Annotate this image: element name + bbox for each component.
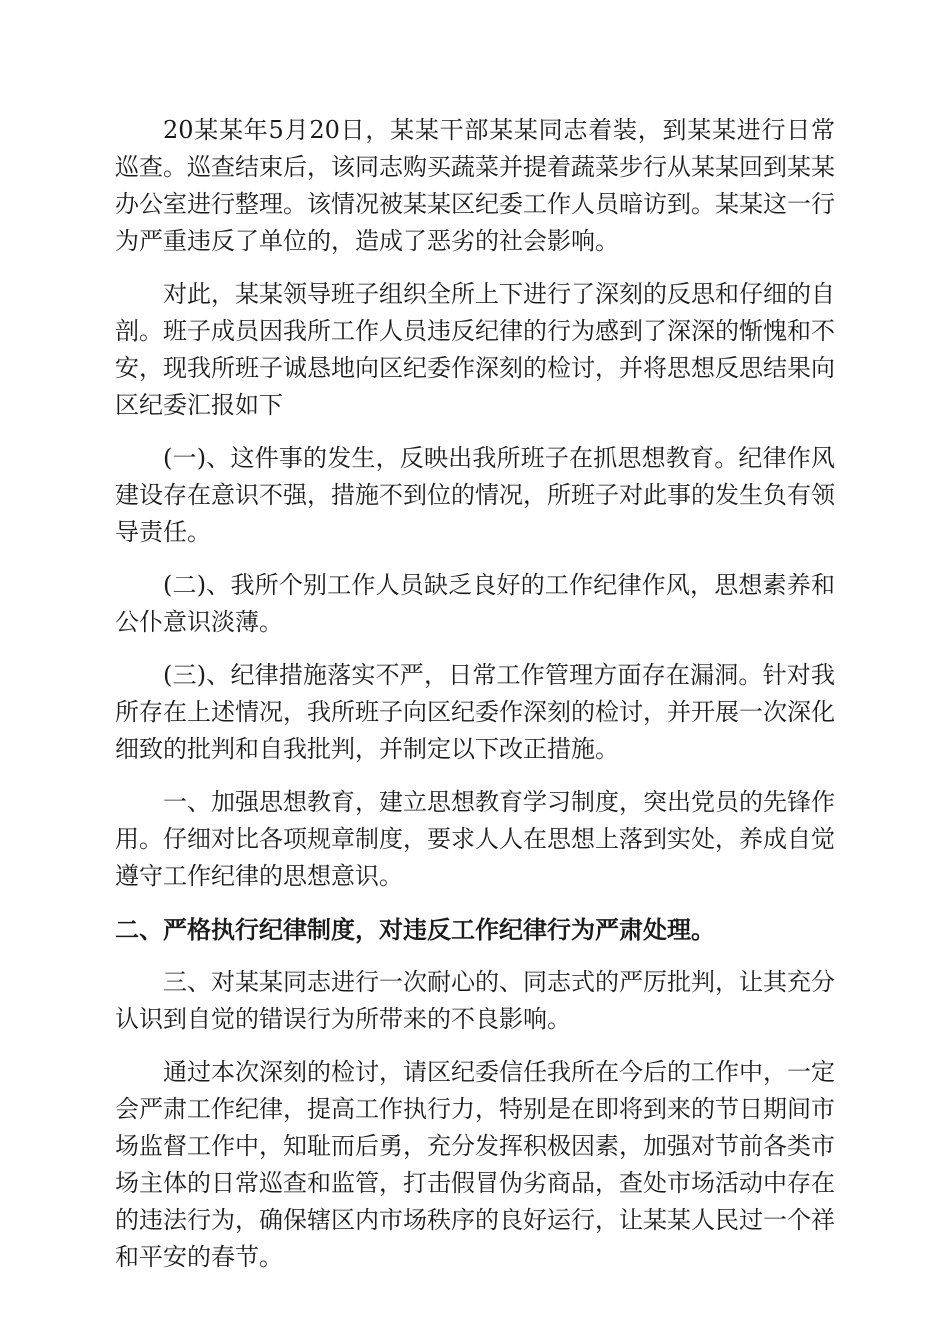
paragraph-incident: 20某某年5月20日，某某干部某某同志着装，到某某进行日常巡查。巡查结束后，该同志购买蔬菜并提着蔬菜步行从某某回到某某办公室进行整理。该情况被某某区纪委工作人员暗访到。某某这一行为严重违反了单位的，造成了恶劣的社会影响。 xyxy=(115,116,835,255)
paragraph-measure-2: 二、严格执行纪律制度，对违反工作纪律行为严肃处理。 xyxy=(115,915,715,944)
paragraph-measure-1: 一、加强思想教育，建立思想教育学习制度，突出党员的先锋作用。仔细对比各项规章制度，要求人人在思想上落到实处，养成自觉遵守工作纪律的思想意识。 xyxy=(115,788,835,890)
paragraph-conclusion: 通过本次深刻的检讨，请区纪委信任我所在今后的工作中，一定会严肃工作纪律，提高工作执行力，特别是在即将到来的节日期间市场监督工作中，知耻而后勇，充分发挥积极因素，加强对节前各类市场主体的日常巡查和监管，打击假冒伪劣商品，查处市场活动中存在的违法行为，确保辖区内市场秩序的良好运行，让某某人民过一个祥和平安的春节。 xyxy=(115,1058,835,1271)
paragraph-point-1: (一)、这件事的发生，反映出我所班子在抓思想教育。纪律作风建设存在意识不强，措施不到位的情况，所班子对此事的发生负有领导责任。 xyxy=(115,444,835,546)
document-body xyxy=(115,112,835,1292)
paragraph-point-2: (二)、我所个别工作人员缺乏良好的工作纪律作风，思想素养和公仆意识淡薄。 xyxy=(115,571,835,636)
paragraph-measure-3: 三、对某某同志进行一次耐心的、同志式的严厉批判，让其充分认识到自觉的错误行为所带来的不良影响。 xyxy=(115,968,835,1033)
paragraph-reflection: 对此，某某领导班子组织全所上下进行了深刻的反思和仔细的自剖。班子成员因我所工作人员违反纪律的行为感到了深深的惭愧和不安，现我所班子诚恳地向区纪委作深刻的检讨，并将思想反思结果向区纪委汇报如下 xyxy=(115,280,835,419)
paragraph-point-3: (三)、纪律措施落实不严，日常工作管理方面存在漏洞。针对我所存在上述情况，我所班子向区纪委作深刻的检讨，并开展一次深化细致的批判和自我批判，并制定以下改正措施。 xyxy=(115,661,835,763)
